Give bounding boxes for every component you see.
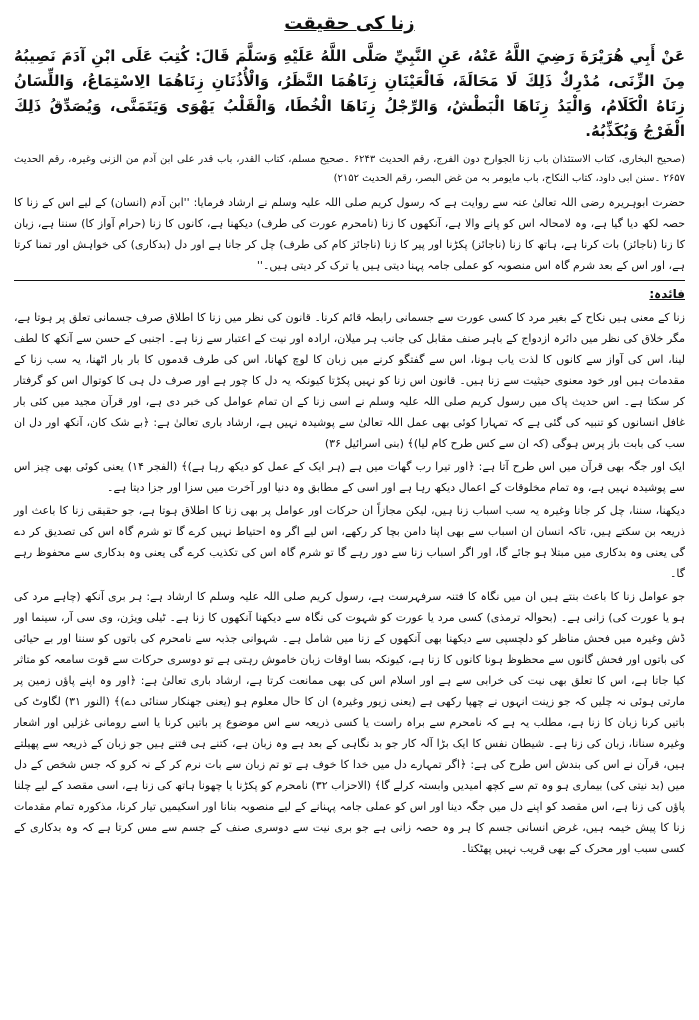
paragraph-means-of-zina: دیکھنا، سننا، چل کر جانا وغیرہ یہ سب اسباب زنا ہیں، لیکن مجازاً ان حرکات اور عوامل پر بھی زنا کا اطلاق ہوتا ہے، جو حقیقی زنا کا باعث اور ذریعہ بن سکتے ہیں، تاکہ انسان ان اسباب سے بھی اپنا دامن بچا کر رکھے، اس لیے اگر وہ احتیاط نہیں کرے گا تو شرم گاہ اس کی تصدیق کر دے گی یعنی وہ بدکاری میں مبتلا ہو جائے گا، اور اگر اسباب زنا سے دور رہے گا تو شرم گاہ اس کی تکذیب کرے گی یعنی وہ بدکاری سے محفوظ رہے گا۔	[14, 504, 685, 580]
paragraph-meaning-of-zina: زنا کے معنی ہیں نکاح کے بغیر مرد کا کسی عورت سے جسمانی رابطہ قائم کرنا۔ قانون کی نظر میں زنا کا اطلاق صرف جسمانی تعلق پر ہوتا ہے، مگر خلاق کی نظر میں دائرہ ازدواج کے باہر صنف مقابل کی جانب ہر میلان، ارادہ اور نیت کے اعتبار سے زنا ہے۔ اجنبی کے حسن سے آنکھ کا لطف لینا، اس کی آواز سے کانوں کا لذت یاب ہونا، اس سے گفتگو کرنے میں زبان کا لوچ کھانا، اس کی طرف قدموں کا بار بار اٹھنا، یہ سب زنا کے مقدمات ہیں اور خود معنوی حیثیت سے زنا ہیں۔ قانون اس زنا کو نہیں پکڑتا کیونکہ یہ دل کا چور ہے اور صرف دل ہی کا کوتوال اس کو گرفتار کر سکتا ہے۔ اس حدیث پاک میں رسول کریم صلی اللہ علیہ وسلم نے اسی زنا کے ان تمام عوامل کی خبر دی ہے، اور قرآن مجید میں کئی بار غافل انسانوں کو تنبیہ کی گئی ہے کہ تمہارا کوئی بھی عمل اللہ تعالیٰ سے پوشیدہ نہیں ہے، ارشاد باری تعالیٰ ہے: ﴿بے شک کان، آنکھ اور دل ان سب کی بابت باز پرس ہوگی (کہ ان سے کس طرح کام لیا)﴾ (بنی اسرائیل ۳۶)	[14, 311, 685, 450]
page-title: زنا کی حقیقت	[284, 13, 415, 34]
hadith-translation: حضرت ابوہریرہ رضی اللہ تعالیٰ عنہ سے روایت ہے کہ رسول کریم صلی اللہ علیہ وسلم نے ارشاد فرمایا: ''ابن آدم (انسان) کے لیے اس کے زنا کا حصہ لکھ دیا گیا ہے، وہ لامحالہ اس کو پانے والا ہے، آنکھوں کا زنا (نامحرم عورت کی طرف) دیکھنا ہے، کانوں کا زنا (حرام آواز کا) سننا ہے، زبان کا زنا (ناجائز) بات کرنا ہے، ہاتھ کا زنا (ناجائز) پکڑنا اور پیر کا زنا (ناجائز کام کی طرف) چل کر جانا ہے اور دل (بدکاری) کی خواہش اور تمنا کرتا ہے، اور اس کے بعد شرم گاہ اس منصوبہ کو عملی جامہ پہنا دیتی ہیں یا ترک کر دیتی ہیں۔''	[14, 196, 685, 272]
faida-label: فائدہ:	[649, 287, 685, 301]
paragraph-quran-verse: ایک اور جگہ بھی قرآن میں اس طرح آتا ہے: ﴿اور تیرا رب گھات میں ہے (ہر ایک کے عمل کو دیکھ رہا ہے)﴾ (الفجر ۱۴) یعنی کوئی بھی چیز اس سے پوشیدہ نہیں ہے، وہ تمام مخلوقات کے اعمال دیکھ رہا ہے اور اسی کے مطابق وہ دنیا اور آخرت میں سزا اور جزا دیتا ہے۔	[14, 460, 685, 494]
paragraph-factors-of-zina: جو عوامل زنا کا باعث بنتے ہیں ان میں نگاہ کا فتنہ سرفہرست ہے، رسول کریم صلی اللہ علیہ وسلم کا ارشاد ہے: ہر بری آنکھ (چاہے مرد کی ہو یا عورت کی) زانی ہے۔ (بحوالہ ترمذی) کسی مرد یا عورت کو شہوت کی نگاہ سے دیکھنا آنکھوں کا زنا ہے۔ ٹیلی ویژن، وی سی آر، سینما اور ڈش وغیرہ میں فحش مناظر کو دلچسپی سے دیکھنا بھی آنکھوں کے زنا میں شامل ہے۔ شہوانی جذبہ سے نامحرم کی باتوں کو سننا اور بے حیائی کی باتوں اور فحش گانوں سے محظوظ ہونا کانوں کا زنا ہے، کیونکہ بسا اوقات زبان خاموش رہتی ہے تو دوسری حرکات سے قوت سامعہ کو متاثر کیا جاتا ہے، اس کا تعلق بھی نیت کی خرابی سے ہے اور اسلام اس کی بھی ممانعت کرتا ہے، ارشاد باری تعالیٰ ہے: ﴿اور وہ اپنے پاؤں زمین پر مارتی ہوئی نہ چلیں کہ جو زینت انہوں نے چھپا رکھی ہے (یعنی زیور وغیرہ) ان کا حال معلوم ہو (یعنی جھنکار سنائی دے)﴾ (النور ۳۱) لگاوٹ کی باتیں کرنا زبان کا زنا ہے، مطلب یہ ہے کہ نامحرم سے براہ راست یا کسی ذریعہ سے اس موضوع پر باتیں کرنا یا اسے رومانی غزلیں اور اشعار وغیرہ سنانا، زبان کی زنا ہے۔ شیطان نفس کا ایک بڑا آلہ کار جو بد نگاہی کے بعد ہے وہ زبان ہے، کتنے ہی فتنے ہیں جو زبان کے ذریعہ سے پھیلتے ہیں، قرآن نے اس کی بندش اس طرح کی ہے: ﴿اگر تمہارے دل میں خدا کا خوف ہے تو تم زبان سے بات نرم کر کے نہ کرو کہ جس شخص کے دل میں (بد نیتی کی) بیماری ہو وہ تم سے کچھ امیدیں وابستہ کرلے گا﴾ (الاحزاب ۳۲) نامحرم کو پکڑنا یا چھونا ہاتھ کی زنا ہے، اسی مقصد کے لیے چلنا پاؤں کی زنا ہے، اس مقصد کو اپنے دل میں جگہ دینا اور اس کو عملی جامہ پہنانے کے لیے منصوبہ بنانا اور اسکیمیں تیار کرنا، مذکورہ تمام مقدمات زنا کا پیش خیمہ ہیں، غرض انسانی جسم کا ہر وہ حصہ زانی ہے جو بری نیت سے دوسری صنف کے جسم سے مس کرتا ہے کہ وہ بدکاری کے کسی سبب اور محرک کے بھی قریب نہیں پھٹکتا۔	[14, 590, 686, 855]
faida-heading-row	[14, 280, 685, 304]
hadith-arabic-text: عَنْ أَبِي هُرَيْرَةَ رَضِيَ اللَّهُ عَنْهُ، عَنِ النَّبِيِّ صَلَّى اللَّهُ عَلَيْهِ وَسَلَّمَ قَالَ: كُتِبَ عَلَى ابْنِ آدَمَ نَصِيبُهُ مِنَ الزِّنَى، مُدْرِكٌ ذَلِكَ لَا مَحَالَةَ، فَالْعَيْنَانِ زِنَاهُمَا النَّظَرُ، وَالْأُذُنَانِ زِنَاهُمَا الِاسْتِمَاعُ، وَاللِّسَانُ زِنَاهُ الْكَلَامُ، وَالْيَدُ زِنَاهَا الْبَطْشُ، وَالرِّجْلُ زِنَاهَا الْخُطَا، وَالْقَلْبُ يَهْوَى وَيَتَمَنَّى، وَيُصَدِّقُ ذَلِكَ الْفَرْجُ وَيُكَذِّبُهُ.	[14, 47, 685, 140]
hadith-reference: (صحیح البخاری، کتاب الاستئذان باب زنا الجوارح دون الفرج، رقم الحدیث ۶۲۴۳ ۔صحیح مسلم، کتاب القدر، باب قدر علی ابن آدم من الزنی وغیرہ، رقم الحدیث ۲۶۵۷ ۔سنن ابی داود، کتاب النکاح، باب مایومر بہ من غض البصر، رقم الحدیث ۲۱۵۲)	[14, 154, 686, 184]
